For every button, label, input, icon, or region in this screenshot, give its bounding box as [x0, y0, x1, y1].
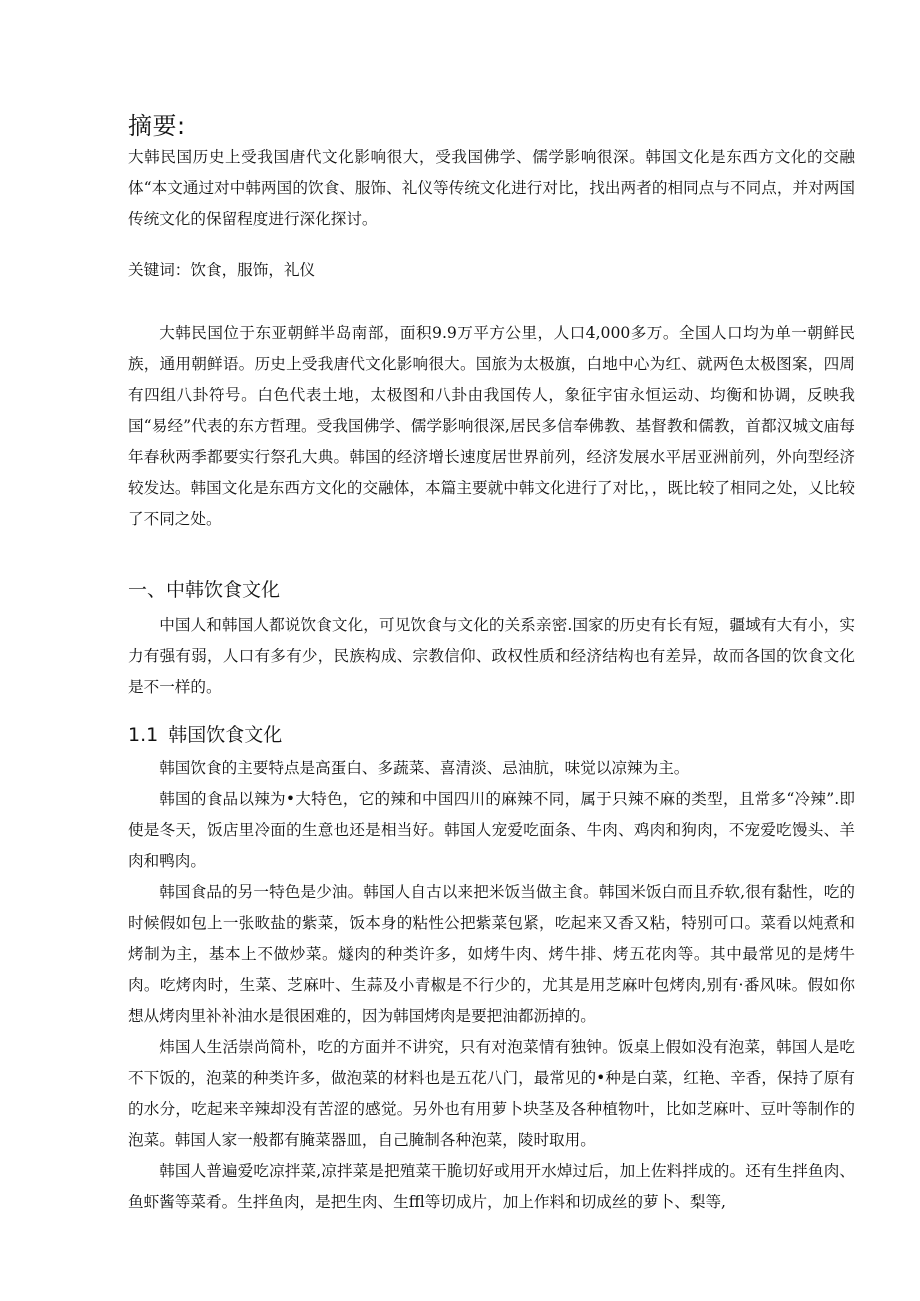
body-paragraph: 韩国的食品以辣为•大特色，它的辣和中国四川的麻辣不同，属于只辣不麻的类型，且常多“冷辣”.即使是冬天，饭店里冷面的生意也还是相当好。韩国人宠爱吃面条、牛肉、鸡肉和狗肉，不宠爱吃馒头、羊肉和鸭肉。 [128, 790, 855, 870]
abstract-paragraph: 大韩民国历史上受我国唐代文化影响很大，受我国佛学、儒学影响很深。韩国文化是东西方文化的交融体“本文通过对中韩两国的饮食、服饰、礼仪等传统文化进行对比，找出两者的相同点与不同点，并对两国传统文化的保留程度进行深化探讨。 [128, 148, 855, 228]
document-page [128, 110, 855, 1218]
abstract-heading: 摘要: [128, 112, 186, 140]
body-paragraph: 韩国食品的另一特色是少油。韩国人自古以来把米饭当做主食。韩国米饭白而且乔软,很有黏性，吃的时候假如包上一张畋盐的紫菜，饭本身的粘性公把紫菜包紧，吃起来又香又粘，特别可口。菜看以炖煮和烤制为主，基本上不做炒菜。燧肉的种类许多，如烤牛肉、烤牛排、烤五花肉等。其中最常见的是烤牛肉。吃烤肉时，生菜、芝麻叶、生蒜及小青椒是不行少的，尤其是用芝麻叶包烤肉,别有·番风味。假如你想从烤肉里补补油水是很困难的，因为韩国烤肉是要把油都沥掉的。 [128, 883, 855, 1025]
subsection-number: 1.1 [128, 724, 159, 746]
keywords-line: 关键词：饮食，服饰，礼仪 [128, 261, 316, 279]
section-heading-food-culture: 一、中韩饮食文化 [128, 579, 281, 601]
body-paragraph: 韩国人普遍爱吃凉拌菜,凉拌菜是把殖菜干脆切好或用开水焯过后，加上佐料拌成的。还有生拌鱼肉、鱼虾酱等菜肴。生拌鱼肉，是把生肉、生ffl等切成片，加上作料和切成丝的萝卜、梨等, [128, 1162, 855, 1211]
section-paragraph: 中国人和韩国人都说饮食文化，可见饮食与文化的关系亲密.国家的历史有长有短，疆域有大有小，实力有强有弱，人口有多有少，民族构成、宗教信仰、政权性质和经济结构也有差异，故而各国的饮食文化是不一样的。 [128, 616, 855, 696]
subsection-title: 韩国饮食文化 [168, 724, 283, 746]
body-paragraph: 炜国人生活崇尚简朴，吃的方面并不讲究，只有对泡菜情有独钟。饭桌上假如没有泡菜，韩国人是吃不下饭的，泡菜的种类许多，做泡菜的材料也是五花八门，最常见的•种是白菜，红艳、辛香，保持了原有的水分，吃起来辛辣却没有苦涩的感觉。另外也有用萝卜块茎及各种植物叶，比如芝麻叶、豆叶等制作的泡菜。韩国人家一般都有腌菜器皿，自己腌制各种泡菜，陵时取用。 [128, 1038, 855, 1149]
intro-paragraph: 大韩民国位于东亚朝鲜半岛南部，面积9.9万平方公里，人口4,000多万。全国人口均为单一朝鲜民族，通用朝鲜语。历史上受我唐代文化影响很大。国旅为太极旗，白地中心为红、就两色太极图案，四周有四组八卦符号。白色代表土地，太极图和八卦由我国传人，象征宇宙永恒运动、均衡和协调，反映我国“易经”代表的东方哲理。受我国佛学、儒学影响很深,居民多信奉佛教、基督教和儒教，首都汉城文庙每年春秋两季都要实行祭孔大典。韩国的经济增长速度居世界前列，经济发展水平居亚洲前列，外向型经济较发达。韩国文化是东西方文化的交融体，本篇主要就中韩文化进行了对比，，既比较了相同之处，乂比较了不同之处。 [128, 324, 855, 528]
body-paragraph: 韩国饮食的主要特点是高蛋白、多蔬菜、喜清淡、忌油肮，味觉以凉辣为主。 [159, 759, 690, 777]
subsection-heading-korean-food [128, 720, 855, 750]
